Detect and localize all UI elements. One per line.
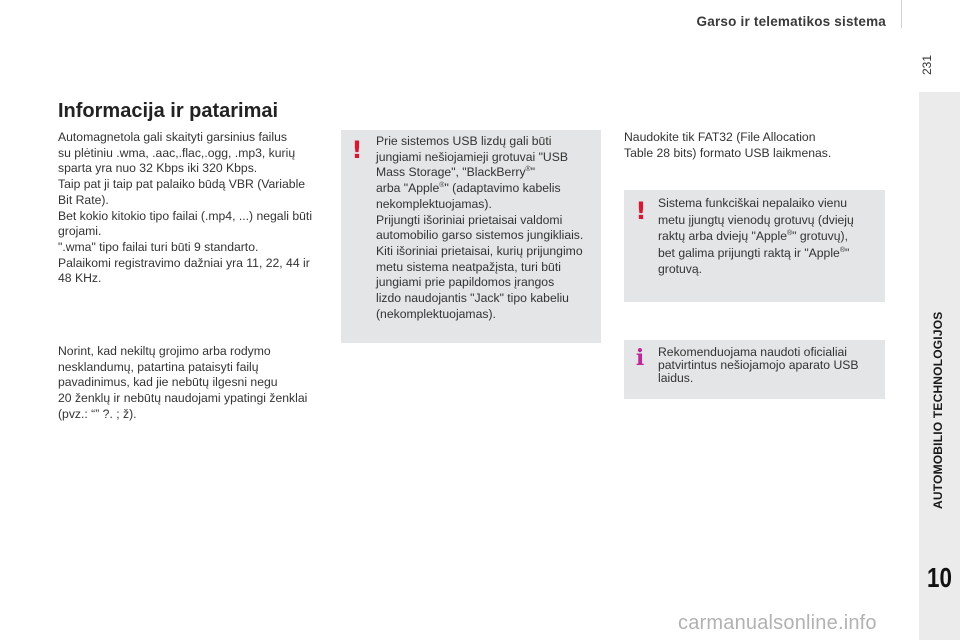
text-line: laidus. [658,371,694,385]
warning-exclamation-icon: ! [351,136,363,164]
text-line: su plėtiniu .wma, .aac,.flac,.ogg, .mp3, kurių [58,145,296,160]
fat32-instruction [624,130,886,161]
header-divider [901,0,902,28]
text-fragment: " (adaptavimo kabelis [444,181,561,196]
chapter-label: AUTOMOBILIO TECHNOLOGIJOS [931,311,945,509]
text-line [658,245,882,262]
text-line [376,165,598,181]
watermark-text: carmanualsonline.info [678,612,877,634]
warning-exclamation-icon: ! [635,197,647,225]
left-paragraph-1 [58,130,318,287]
registered-mark: ® [839,246,845,254]
info-i-icon: i [635,345,645,371]
text-line: Bet kokio kitokio tipo failai (.mp4, ...) negali būti [58,208,313,223]
text-line [376,181,598,197]
usb-warning-text [376,134,598,322]
left-paragraph-2 [58,344,318,423]
text-line: 20 ženklų ir nebūtų naudojami ypatingi ženklai [58,391,308,406]
text-fragment: Mass Storage", "BlackBerry [376,165,526,180]
text-line: sparta yra nuo 32 Kbps iki 320 Kbps. [58,161,258,176]
info-note [624,340,885,399]
registered-mark: ® [787,229,793,237]
text-line: Taip pat ji taip pat palaiko būdą VBR (Variable [58,177,306,192]
page-number: 231 [920,54,934,76]
text-line: (pvz.: “” ?. ; ž). [58,406,137,421]
text-line: grotuvą. [658,262,703,276]
text-line: grojami. [58,224,102,239]
text-line: jungiami nešiojamieji grotuvai "USB [376,149,568,164]
text-fragment: arba "Apple [376,181,440,196]
registered-mark: ® [439,182,445,190]
player-warning-text [658,195,882,278]
text-fragment: " grotuvų), [792,229,848,243]
text-line: Prijungti išoriniai prietaisai valdomi [376,212,563,227]
registered-mark: ® [525,166,531,174]
text-line [658,228,882,245]
text-line: Table 28 bits) formato USB laikmenas. [624,145,832,160]
text-line: Prie sistemos USB lizdų gali būti [376,134,552,148]
section-heading: Informacija ir patarimai [58,100,279,122]
running-header-title: Garso ir telematikos sistema [696,14,886,29]
text-line: Sistema funkciškai nepalaiko vienu [658,196,848,210]
text-line: Kiti išoriniai prietaisai, kurių prijungimo [376,243,583,258]
info-note-text [658,346,882,385]
text-line: nekomplektuojamas). [376,196,492,211]
usb-warning-note [341,130,601,343]
text-line: automobilio garso sistemos jungikliais. [376,228,584,243]
text-line: Palaikomi registravimo dažniai yra 11, 22, 44 ir [58,255,310,270]
text-line: patvirtintus nešiojamojo aparato USB [658,358,859,372]
text-fragment: raktų arba dviejų "Apple [658,229,787,243]
text-line: Norint, kad nekiltų grojimo arba rodymo [58,344,271,358]
text-line: Naudokite tik FAT32 (File Allocation [624,130,816,144]
text-line: lizdo naudojantis "Jack" tipo kabeliu [376,291,569,306]
text-line: metu sistema neatpažįsta, turi būti [376,259,561,274]
text-line: pavadinimus, kad jie nebūtų ilgesni negu [58,375,278,390]
text-line: metu įjungtų vienodų grotuvų (dviejų [658,212,854,227]
chapter-number: 10 [927,562,952,593]
text-line: Rekomenduojama naudoti oficialiai [658,345,848,359]
player-warning-note [624,190,885,302]
text-line: Bit Rate). [58,192,109,207]
text-fragment: bet galima prijungti raktą ir "Apple [658,245,840,260]
text-line: (nekomplektuojamas). [376,306,496,321]
text-fragment: " [845,245,850,260]
text-line: Automagnetola gali skaityti garsinius failus [58,130,287,144]
text-fragment: " [530,165,536,180]
text-line: nesklandumų, patartina pataisyti failų [58,359,259,374]
text-line: ".wma" tipo failai turi būti 9 standarto. [58,239,259,254]
text-line: jungiami prie papildomos įrangos [376,275,555,290]
text-line: 48 KHz. [58,271,102,286]
